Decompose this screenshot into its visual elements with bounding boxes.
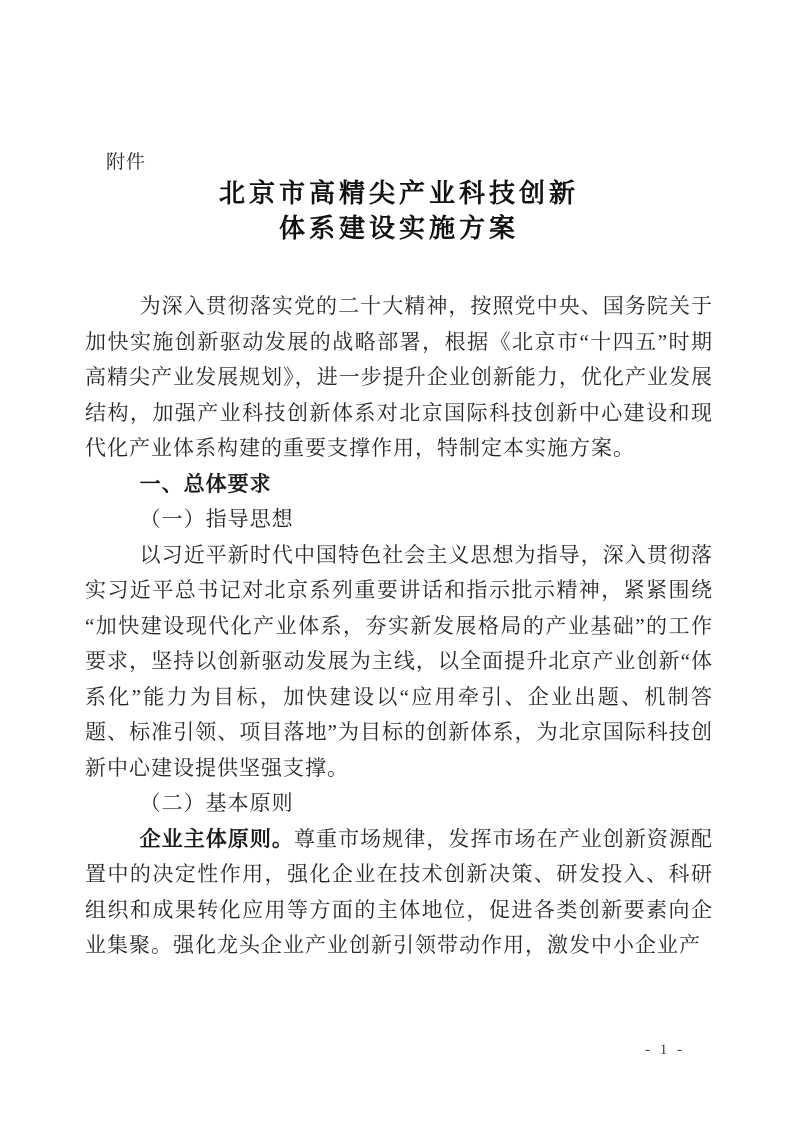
attachment-label: 附件: [106, 152, 147, 173]
paragraph: 为深入贯彻落实党的二十大精神，按照党中央、国务院关于加快实施创新驱动发展的战略部署，根据《北京市“十四五”时期高精尖产业发展规划》，进一步提升企业创新能力，优化产业发展结构，加强产业科技创新体系对北京国际科技创新中心建设和现代化产业体系构建的重要支撑作用，特制定本实施方案。: [85, 294, 713, 460]
sub-heading: （二）基本原则: [139, 791, 294, 815]
paragraph-lead-bold: 企业主体原则。: [139, 827, 294, 851]
document-title: [85, 176, 713, 246]
sub-heading: （一）指导思想: [139, 507, 294, 531]
paragraph: 以习近平新时代中国特色社会主义思想为指导，深入贯彻落实习近平总书记对北京系列重要讲话和指示批示精神，紧紧围绕“加快建设现代化产业体系，夯实新发展格局的产业基础”的工作要求，坚持以创新驱动发展为主线，以全面提升北京产业创新“体系化”能力为目标，加快建设以“应用牵引、企业出题、机制答题、标准引领、项目落地”为目标的创新体系，为北京国际科技创新中心建设提供坚强支撑。: [85, 542, 713, 780]
document-title-line-2: 体系建设实施方案: [278, 214, 519, 243]
page-number: - 1 -: [645, 1042, 685, 1058]
document-body: [85, 289, 713, 964]
paragraph: 企业主体原则。尊重市场规律，发挥市场在产业创新资源配置中的决定性作用，强化企业在技术创新决策、研发投入、科研组织和成果转化应用等方面的主体地位，促进各类创新要素向企业集聚。强化龙头企业产业创新引领带动作用，激发中小企业产: [85, 826, 714, 957]
section-heading: 一、总体要求: [139, 472, 272, 496]
document-title-line-1: 北京市高精尖产业科技创新: [218, 179, 579, 208]
